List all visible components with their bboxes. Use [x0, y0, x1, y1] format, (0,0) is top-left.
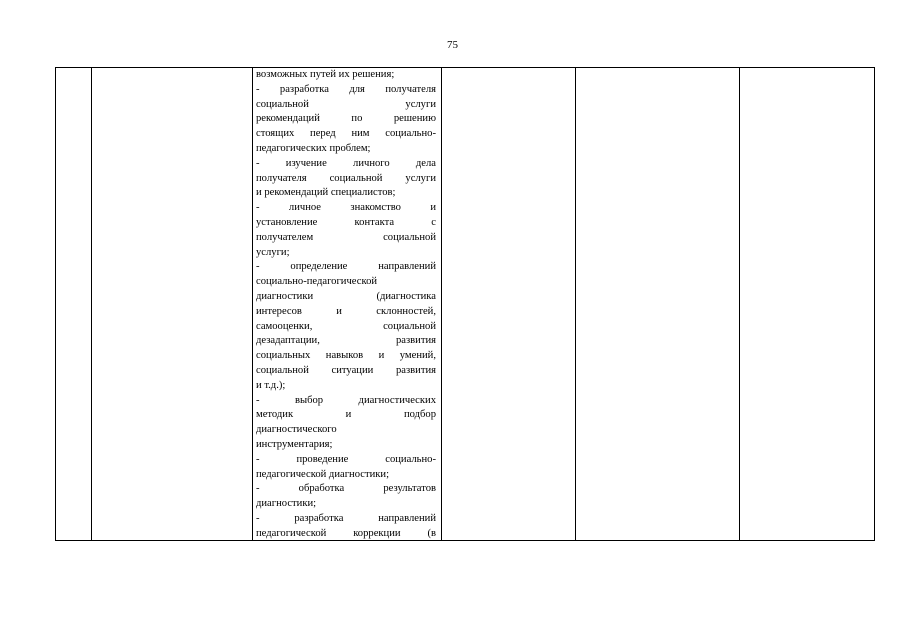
- description-line: социальных навыков и умений,: [256, 350, 436, 362]
- description-line: - выбор диагностических: [256, 394, 436, 406]
- description-line: самооценки, социальной: [256, 320, 436, 332]
- description-line: - изучение личного дела: [256, 157, 436, 169]
- description-line: интересов и склонностей,: [256, 305, 436, 317]
- description-line: дезадаптации, развития: [256, 335, 436, 347]
- service-description-cell: [256, 68, 436, 542]
- column-divider-5: [739, 68, 740, 540]
- description-line: возможных путей их решения;: [256, 69, 395, 80]
- description-line: и рекомендаций специалистов;: [256, 187, 396, 199]
- description-line: - разработка для получателя: [256, 83, 436, 95]
- page-number: 75: [447, 39, 458, 51]
- description-line: диагностики;: [256, 498, 317, 510]
- column-divider-1: [91, 68, 92, 540]
- description-line: получателя социальной услуги: [256, 172, 436, 184]
- description-line: педагогических проблем;: [256, 142, 371, 154]
- description-line: диагностического: [256, 424, 337, 436]
- description-line: услуги;: [256, 246, 290, 258]
- description-line: - обработка результатов: [256, 483, 436, 495]
- description-line: рекомендаций по решению: [256, 113, 436, 125]
- description-line: стоящих перед ним социально-: [256, 128, 436, 140]
- description-line: инструментария;: [256, 438, 333, 450]
- description-line: - определение направлений: [256, 261, 436, 273]
- column-divider-4: [575, 68, 576, 540]
- column-divider-3: [441, 68, 442, 540]
- description-line: и т.д.);: [256, 379, 286, 391]
- description-line: педагогической диагностики;: [256, 468, 390, 480]
- description-line: установление контакта с: [256, 216, 436, 228]
- description-line: - разработка направлений: [256, 512, 436, 524]
- services-table: [55, 67, 875, 541]
- description-line: педагогической коррекции (в: [256, 527, 436, 539]
- description-line: диагностики (диагностика: [256, 290, 436, 302]
- description-line: социальной ситуации развития: [256, 364, 436, 376]
- description-line: социально-педагогической: [256, 276, 378, 288]
- description-line: - личное знакомство и: [256, 202, 436, 214]
- description-line: получателем социальной: [256, 231, 436, 243]
- description-line: социальной услуги: [256, 98, 436, 110]
- description-line: - проведение социально-: [256, 453, 436, 465]
- column-divider-2: [252, 68, 253, 540]
- description-line: методик и подбор: [256, 409, 436, 421]
